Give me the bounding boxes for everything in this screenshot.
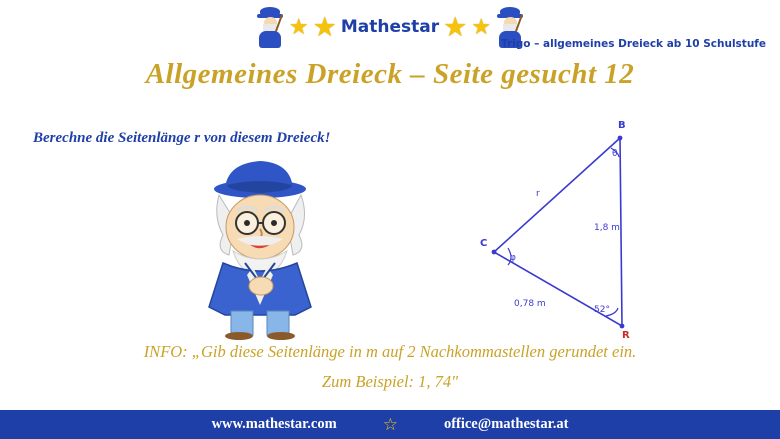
brand-logo-text: Mathestar xyxy=(340,17,440,37)
side-label-cr: 0,78 m xyxy=(514,299,546,309)
page-title: Allgemeines Dreieck – Seite gesucht 12 xyxy=(145,58,635,90)
footer-bar xyxy=(0,410,780,439)
angle-label-theta: θ xyxy=(612,149,618,159)
wizard-illustration xyxy=(175,155,345,340)
task-instruction: Berechne die Seitenlänge r von diesem Dreieck! xyxy=(33,130,331,146)
angle-label-52: 52° xyxy=(594,305,610,315)
star-icon: ★ xyxy=(288,14,309,39)
footer-email[interactable]: office@mathestar.at xyxy=(443,416,569,432)
wizard-left-icon xyxy=(255,6,285,48)
side-label-bc: 1,8 m xyxy=(594,223,620,233)
star-icon-large: ★ xyxy=(443,11,468,42)
triangle-figure xyxy=(470,112,650,342)
info-line-2: Zum Beispiel: 1, 74" xyxy=(321,372,459,391)
vertex-label-B: B xyxy=(618,120,626,131)
vertex-label-R: R xyxy=(622,330,630,341)
star-icon-large: ★ xyxy=(312,11,337,42)
side-label-r: r xyxy=(536,189,540,199)
footer-website[interactable]: www.mathestar.com xyxy=(211,416,337,432)
info-line-1: INFO: „Gib diese Seitenlänge in m auf 2 Nachkommastellen gerundet ein. xyxy=(143,342,637,361)
vertex-label-C: C xyxy=(480,238,488,249)
star-icon-footer: ☆ xyxy=(382,414,398,434)
topic-label: Trigo – allgemeines Dreieck ab 10 Schulstufe xyxy=(500,38,766,50)
angle-label-phi: φ xyxy=(510,253,516,263)
star-icon: ★ xyxy=(471,14,492,39)
